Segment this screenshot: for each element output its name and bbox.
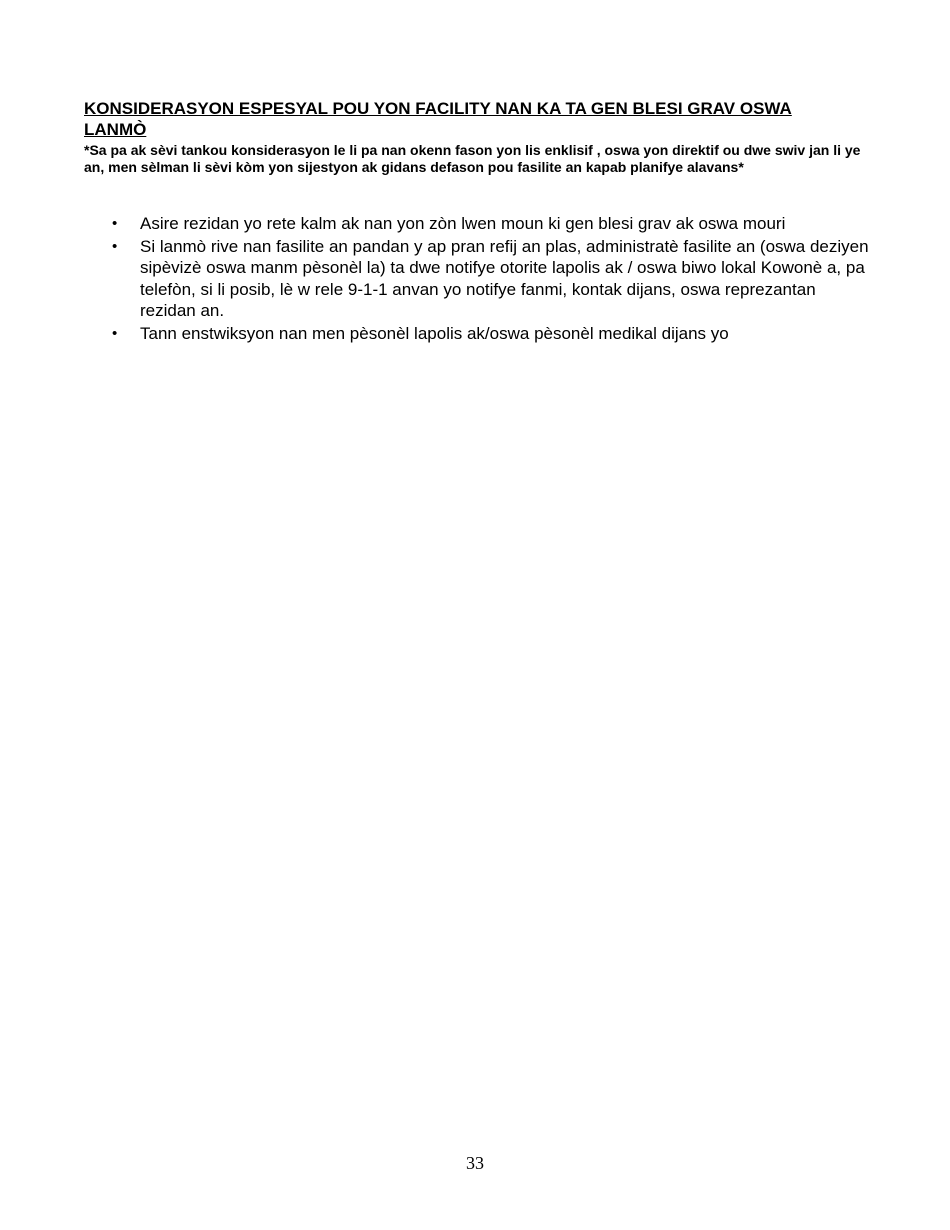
disclaimer-note: *Sa pa ak sèvi tankou konsiderasyon le li pa nan okenn fason yon lis enklisif , oswa yon direktif ou dwe swiv jan li ye an, men sèlman li sèvi kòm yon sijestyon ak gidans defason pou fasilite an kapab planifye alavans*: [84, 142, 861, 175]
list-item: [84, 236, 874, 322]
list-item-text: Asire rezidan yo rete kalm ak nan yon zòn lwen moun ki gen blesi grav ak oswa mouri: [140, 214, 786, 233]
list-item: [84, 213, 874, 235]
bullet-icon: •: [112, 324, 118, 342]
page-number: 33: [466, 1153, 484, 1173]
section-heading: KONSIDERASYON ESPESYAL POU YON FACILITY NAN KA TA GEN BLESI GRAV OSWA LANMÒ: [84, 99, 792, 139]
bullet-icon: •: [112, 215, 118, 232]
bullet-icon: •: [112, 237, 118, 255]
list-item: [84, 323, 874, 345]
bullet-list: [84, 213, 874, 345]
list-item-text: Si lanmò rive nan fasilite an pandan y ap pran refij an plas, administratè fasilite an (oswa deziyen sipèvizè oswa manm pèsonèl la) ta dwe notifye otorite lapolis ak / oswa biwo lokal Kowonè a, pa telefòn, si li posib, lè w rele 9-1-1 anvan yo notifye fanmi, kontak dijans, oswa reprezantan rezidan an.: [140, 236, 869, 320]
list-item-text: Tann enstwiksyon nan men pèsonèl lapolis ak/oswa pèsonèl medikal dijans yo: [140, 323, 729, 343]
